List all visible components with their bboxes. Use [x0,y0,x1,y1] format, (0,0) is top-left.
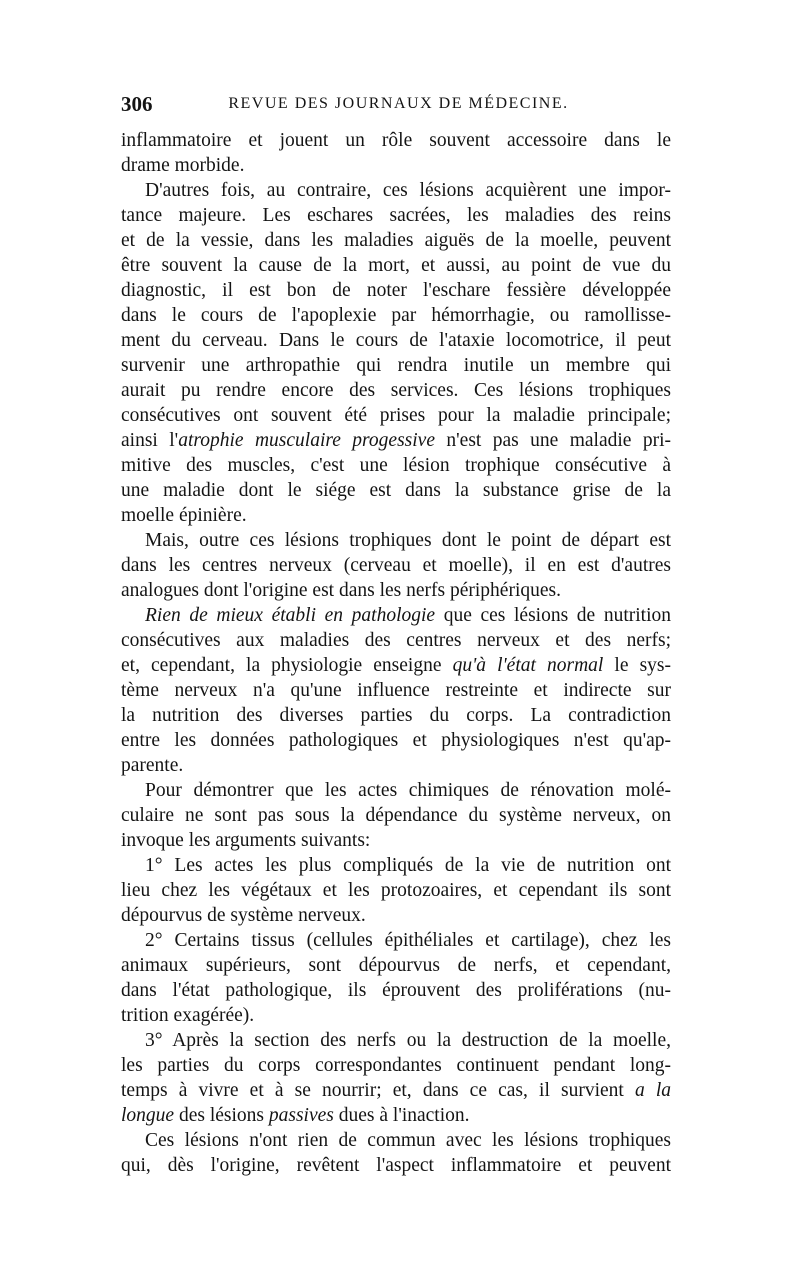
page-number: 306 [121,92,153,116]
text-line: 1° Les actes les plus compliqués de la vie de nutrition ont [145,855,671,876]
italic-phrase: qu'à l'état normal [452,655,604,676]
text-line: temps à vivre et à se nourrir; et, dans ce cas, il survient a la [121,1080,671,1101]
italic-phrase: passives [268,1105,334,1126]
text-line: et de la vessie, dans les maladies aiguës de la moelle, peuvent [121,230,671,251]
text-line: dans le cours de l'apoplexie par hémorrhagie, ou ramollisse- [121,305,671,326]
text-line: tème nerveux n'a qu'une influence restreinte et indirecte sur [121,680,671,701]
text-line: consécutives aux maladies des centres nerveux et des nerfs; [121,630,671,651]
text-line: mitive des muscles, c'est une lésion trophique consécutive à [121,455,671,476]
running-title: REVUE DES JOURNAUX DE MÉDECINE. [228,95,569,112]
text-line: Pour démontrer que les actes chimiques de rénovation molé- [145,780,671,801]
text-line: être souvent la cause de la mort, et aussi, au point de vue du [121,255,671,276]
text-line: aurait pu rendre encore des services. Ces lésions trophiques [121,380,671,401]
text-line: parente. [121,755,184,776]
text-line: culaire ne sont pas sous la dépendance du système nerveux, on [121,805,671,826]
text-line: lieu chez les végétaux et les protozoaires, et cependant ils sont [121,880,671,901]
text-line: drame morbide. [121,155,245,176]
text-line: survenir une arthropathie qui rendra inutile un membre qui [121,355,671,376]
text-line: dans les centres nerveux (cerveau et moelle), il en est d'autres [121,555,671,576]
text-line: la nutrition des diverses parties du corps. La contradiction [121,705,671,726]
text-line: une maladie dont le siége est dans la substance grise de la [121,480,671,501]
page-header [121,92,676,118]
text-line: animaux supérieurs, sont dépourvus de nerfs, et cependant, [121,955,671,976]
text-line: Rien de mieux établi en pathologie que ces lésions de nutrition [145,605,671,626]
text-line: moelle épinière. [121,505,247,526]
text-line: entre les données pathologiques et physiologiques n'est qu'ap- [121,730,671,751]
text-line: longue des lésions passives dues à l'inaction. [121,1105,470,1126]
text-line: dans l'état pathologique, ils éprouvent des proliférations (nu- [121,980,671,1001]
text-line: diagnostic, il est bon de noter l'eschare fessière développée [121,280,671,301]
text-line: inflammatoire et jouent un rôle souvent accessoire dans le [121,130,671,151]
italic-phrase: atrophie musculaire progessive [178,430,435,451]
text-line: Ces lésions n'ont rien de commun avec les lésions trophiques [145,1130,671,1151]
text-line: tance majeure. Les eschares sacrées, les maladies des reins [121,205,671,226]
text-line: 3° Après la section des nerfs ou la destruction de la moelle, [145,1030,671,1051]
italic-phrase: a la [634,1080,671,1101]
text-line: analogues dont l'origine est dans les nerfs périphériques. [121,580,561,601]
text-line: Mais, outre ces lésions trophiques dont le point de départ est [145,530,671,551]
italic-phrase: longue [121,1105,175,1126]
text-line: et, cependant, la physiologie enseigne qu'à l'état normal le sys- [121,655,672,676]
text-line: trition exagérée). [121,1005,255,1026]
text-line: 2° Certains tissus (cellules épithéliales et cartilage), chez les [145,930,671,951]
text-line: les parties du corps correspondantes continuent pendant long- [121,1055,671,1076]
text-line: consécutives ont souvent été prises pour la maladie principale; [121,405,671,426]
italic-phrase: Rien de mieux établi en pathologie [145,605,436,626]
text-line: qui, dès l'origine, revêtent l'aspect inflammatoire et peuvent [121,1155,671,1176]
text-line: ainsi l'atrophie musculaire progessive n'est pas une maladie pri- [121,430,672,451]
text-line: dépourvus de système nerveux. [121,905,366,926]
text-line: invoque les arguments suivants: [121,830,371,851]
text-line: D'autres fois, au contraire, ces lésions acquièrent une impor- [145,180,671,201]
text-line: ment du cerveau. Dans le cours de l'ataxie locomotrice, il peut [121,330,671,351]
